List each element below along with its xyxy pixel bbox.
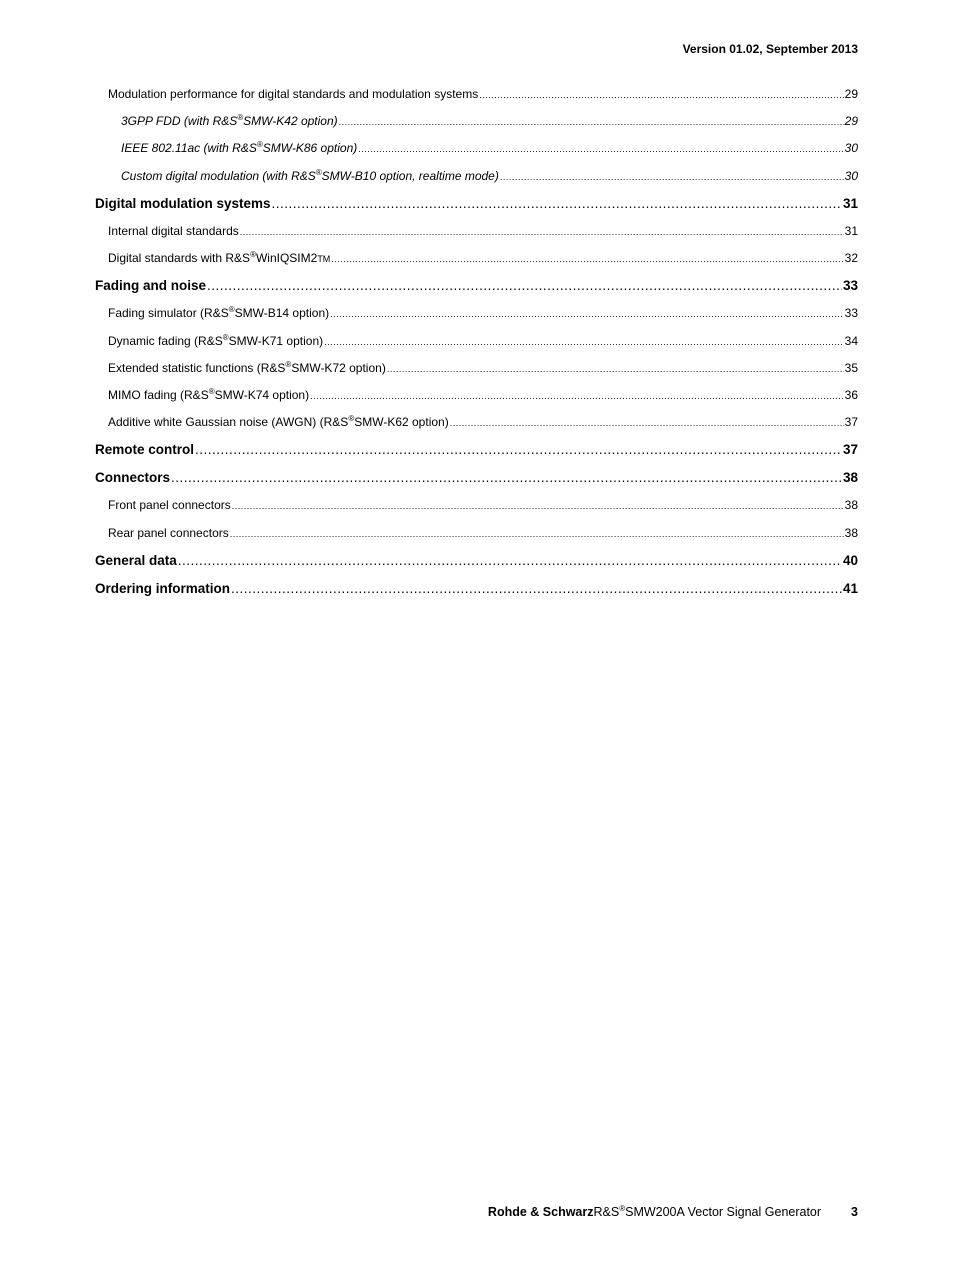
toc-entry-title: Custom digital modulation (with R&S®SMW-B10 option, realtime mode) bbox=[121, 167, 499, 183]
toc-leader-dots bbox=[231, 575, 842, 603]
page-header bbox=[683, 42, 858, 56]
toc-leader-dots bbox=[330, 300, 844, 328]
toc-entry[interactable] bbox=[95, 135, 858, 162]
toc-page-number: 35 bbox=[844, 360, 858, 375]
toc-page-number: 40 bbox=[842, 552, 858, 568]
toc-page-number: 41 bbox=[842, 580, 858, 596]
toc-entry[interactable] bbox=[95, 409, 858, 436]
toc-leader-dots bbox=[178, 547, 842, 575]
toc-page-number: 31 bbox=[844, 224, 858, 239]
toc-entry[interactable] bbox=[95, 492, 858, 519]
toc-page-number: 33 bbox=[844, 306, 858, 321]
toc-page-number: 38 bbox=[844, 525, 858, 540]
toc-page-number: 33 bbox=[842, 278, 858, 294]
toc-page-number: 37 bbox=[844, 415, 858, 430]
toc-entry[interactable] bbox=[95, 108, 858, 135]
toc-entry[interactable] bbox=[95, 163, 858, 190]
toc-entry-title: MIMO fading (R&S®SMW-K74 option) bbox=[108, 387, 310, 403]
toc-entry-title: 3GPP FDD (with R&S®SMW-K42 option) bbox=[121, 113, 338, 129]
toc-leader-dots bbox=[207, 272, 842, 300]
toc-page-number: 30 bbox=[844, 168, 858, 183]
toc-leader-dots bbox=[387, 355, 844, 383]
toc-entry[interactable] bbox=[95, 328, 858, 355]
toc-entry[interactable] bbox=[95, 436, 858, 464]
toc-entry[interactable] bbox=[95, 547, 858, 575]
toc-entry[interactable] bbox=[95, 382, 858, 409]
toc-entry-title: Fading and noise bbox=[95, 278, 207, 294]
toc-entry[interactable] bbox=[95, 81, 858, 108]
version-text: Version 01.02, September 2013 bbox=[682, 42, 858, 56]
toc-leader-dots bbox=[331, 245, 843, 273]
toc-entry-title: Internal digital standards bbox=[108, 224, 239, 239]
toc-entry[interactable] bbox=[95, 245, 858, 272]
toc-entry[interactable] bbox=[95, 272, 858, 300]
toc-entry[interactable] bbox=[95, 300, 858, 327]
page-footer bbox=[488, 1205, 858, 1219]
toc-entry-title: Front panel connectors bbox=[108, 498, 231, 513]
toc-leader-dots bbox=[479, 81, 843, 109]
toc-entry[interactable] bbox=[95, 464, 858, 492]
page-number: 3 bbox=[851, 1205, 858, 1219]
toc-entry-title: Remote control bbox=[95, 442, 195, 458]
toc-entry-title: Extended statistic functions (R&S®SMW-K72 option) bbox=[108, 359, 386, 375]
toc-leader-dots bbox=[232, 492, 844, 520]
toc-page-number: 29 bbox=[844, 114, 858, 129]
table-of-contents bbox=[95, 84, 858, 603]
toc-page-number: 36 bbox=[844, 388, 858, 403]
toc-entry-title: Modulation performance for digital standards and modulation systems bbox=[108, 87, 479, 101]
toc-page-number: 38 bbox=[844, 498, 858, 513]
toc-entry-title: IEEE 802.11ac (with R&S®SMW-K86 option) bbox=[121, 140, 358, 156]
toc-leader-dots bbox=[339, 108, 844, 136]
toc-entry-title: Fading simulator (R&S®SMW-B14 option) bbox=[108, 305, 330, 321]
toc-page-number: 31 bbox=[842, 196, 858, 212]
toc-page-number: 29 bbox=[844, 87, 858, 101]
toc-entry-title: Additive white Gaussian noise (AWGN) (R&S®SMW-K62 option) bbox=[108, 414, 449, 430]
toc-leader-dots bbox=[272, 190, 842, 218]
toc-page-number: 38 bbox=[842, 470, 858, 486]
toc-page-number: 34 bbox=[844, 333, 858, 348]
toc-leader-dots bbox=[195, 436, 842, 464]
toc-entry[interactable] bbox=[95, 190, 858, 218]
toc-entry-title: Rear panel connectors bbox=[108, 525, 229, 540]
toc-page-number: 30 bbox=[844, 141, 858, 156]
toc-entry-title: General data bbox=[95, 552, 177, 568]
toc-entry[interactable] bbox=[95, 355, 858, 382]
footer-product: R&S®SMW200A Vector Signal Generator bbox=[593, 1204, 822, 1219]
toc-leader-dots bbox=[500, 163, 844, 191]
toc-entry-title: Dynamic fading (R&S®SMW-K71 option) bbox=[108, 332, 324, 348]
toc-entry-title: Connectors bbox=[95, 470, 171, 486]
toc-entry[interactable] bbox=[95, 520, 858, 547]
toc-leader-dots bbox=[324, 328, 844, 356]
toc-page-number: 32 bbox=[844, 251, 858, 266]
toc-entry[interactable] bbox=[95, 575, 858, 603]
toc-entry-title: Digital standards with R&S®WinIQSIM2TM bbox=[108, 250, 331, 266]
toc-entry[interactable] bbox=[95, 218, 858, 245]
footer-brand: Rohde & Schwarz bbox=[487, 1205, 594, 1219]
toc-leader-dots bbox=[310, 382, 844, 410]
toc-leader-dots bbox=[358, 135, 843, 163]
toc-page-number: 37 bbox=[842, 442, 858, 458]
toc-leader-dots bbox=[240, 218, 844, 246]
toc-entry-title: Ordering information bbox=[95, 580, 230, 596]
toc-leader-dots bbox=[171, 464, 842, 492]
toc-leader-dots bbox=[230, 520, 844, 548]
toc-entry-title: Digital modulation systems bbox=[95, 196, 271, 212]
toc-leader-dots bbox=[450, 409, 844, 437]
